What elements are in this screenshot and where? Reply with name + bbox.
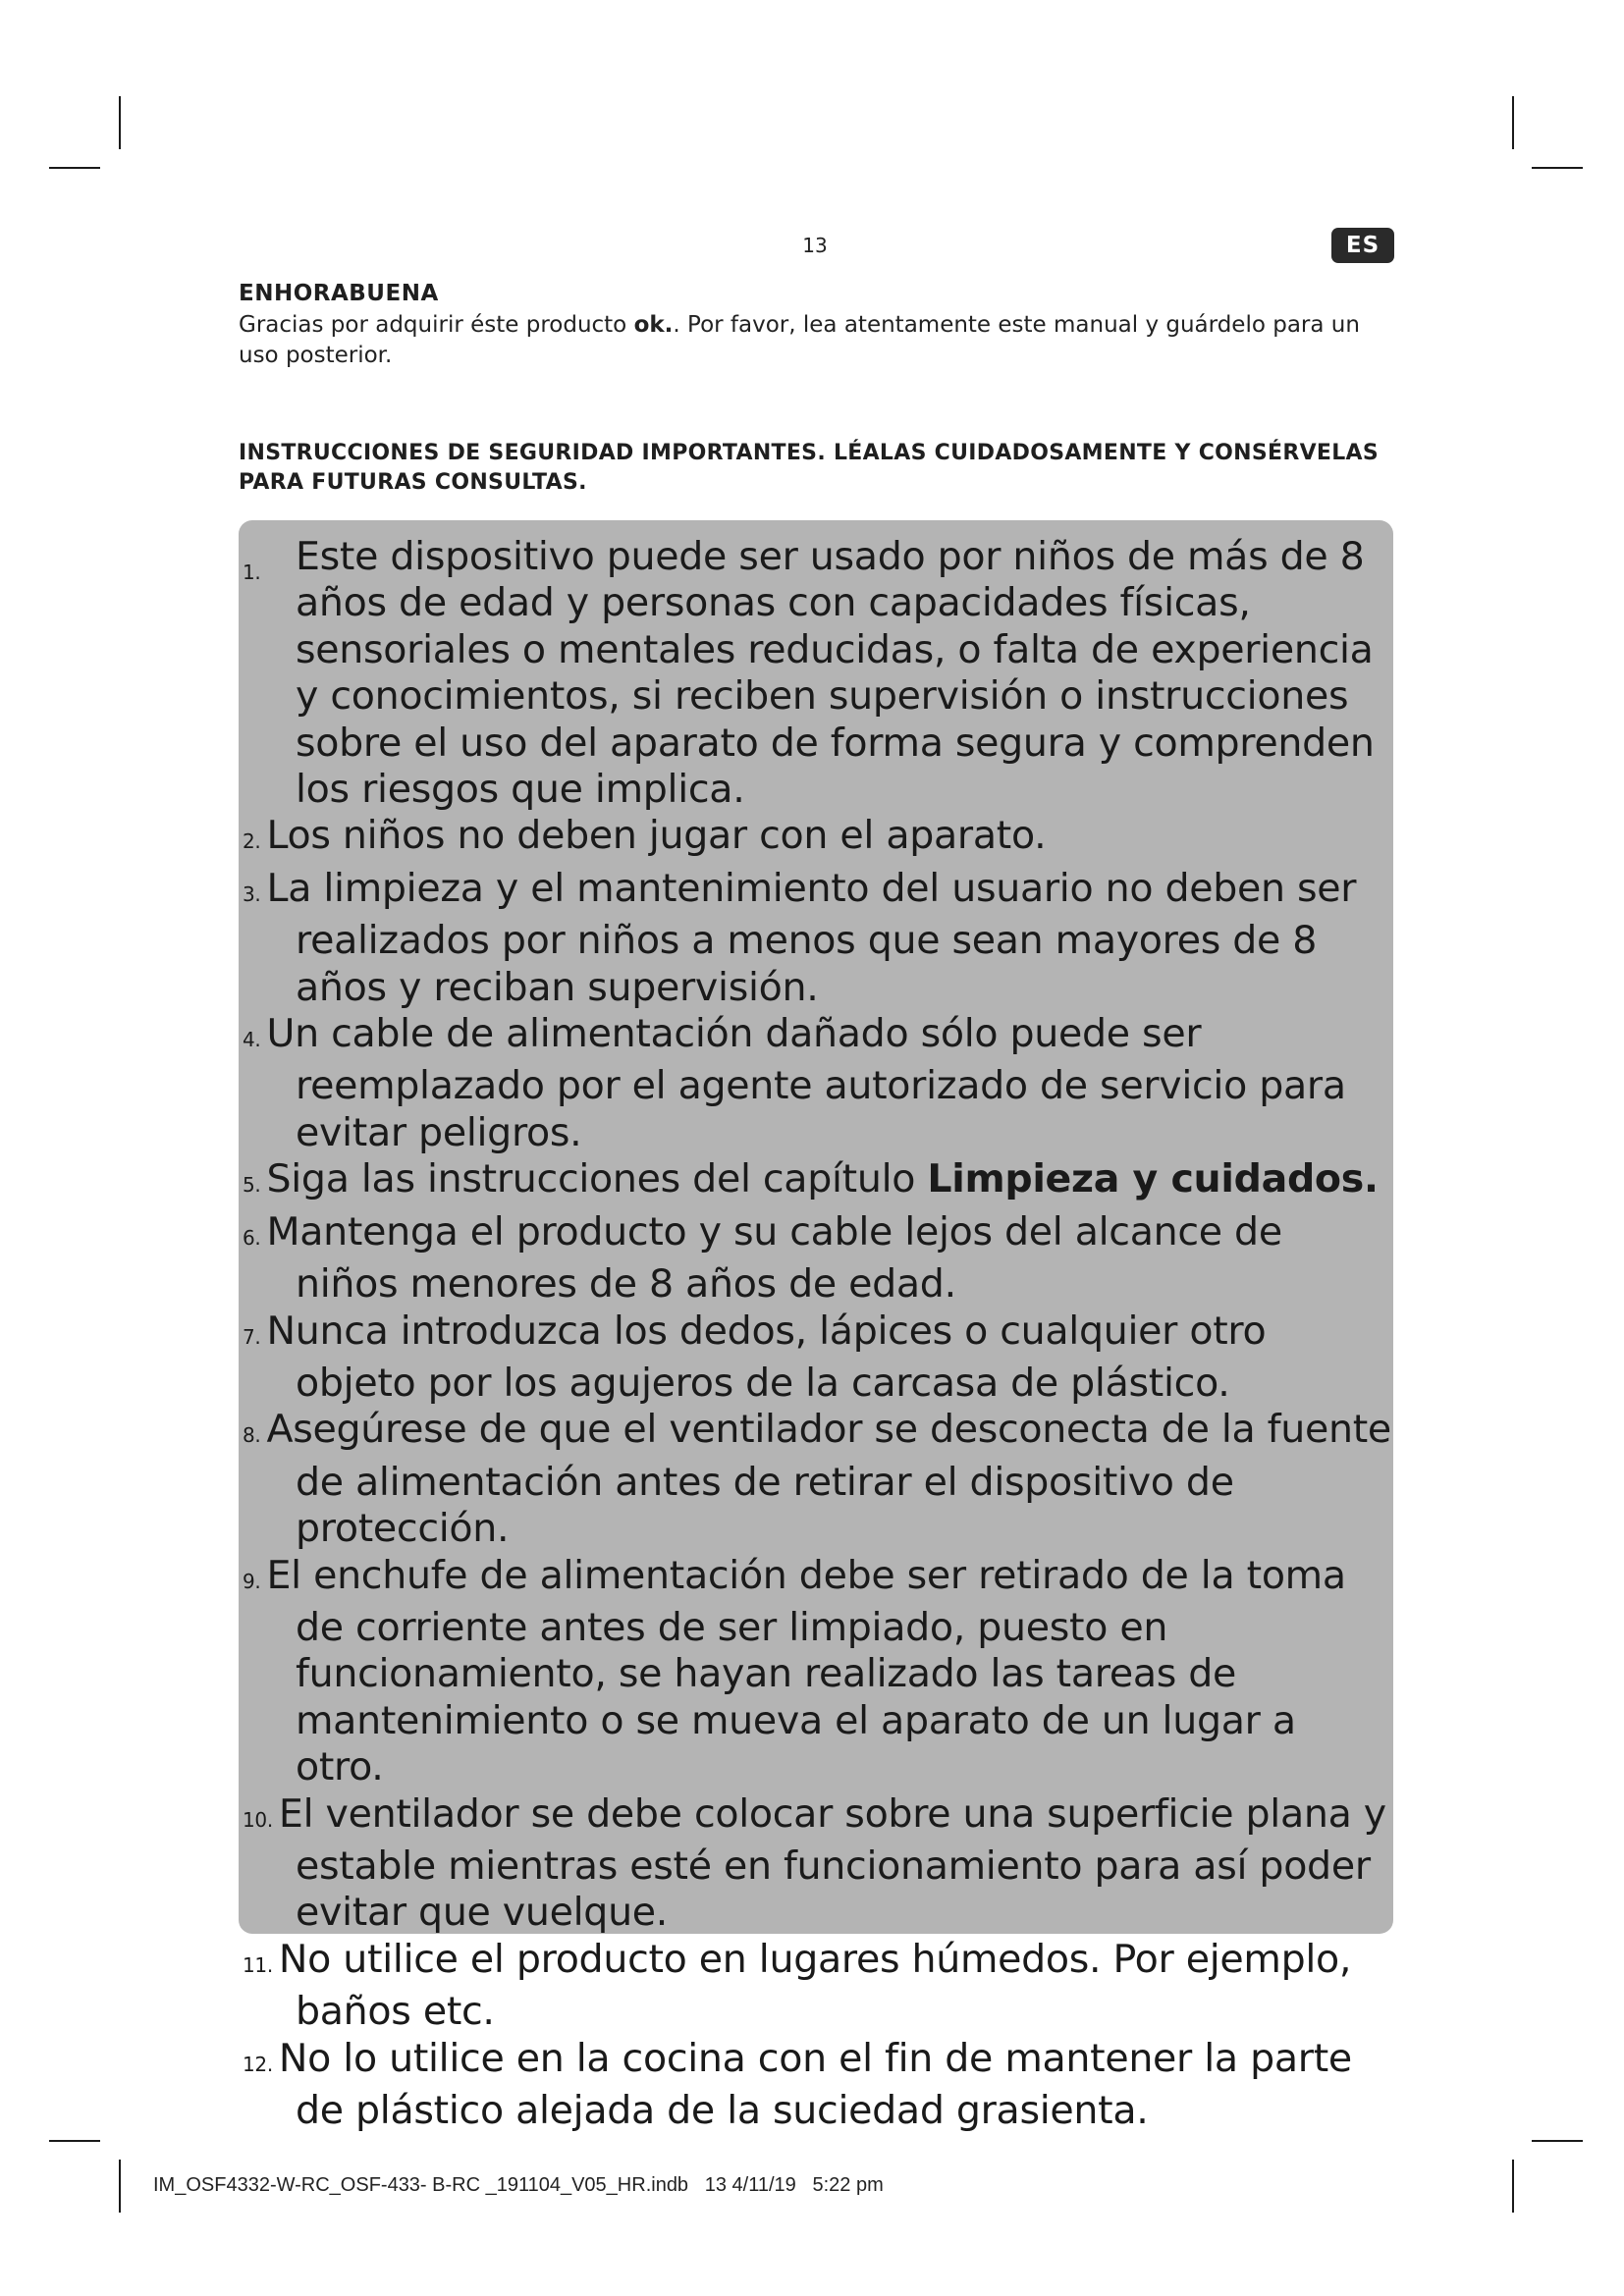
item-number: 2. [243, 829, 261, 854]
item-text: Siga las instrucciones del capítulo [266, 1156, 928, 1202]
intro-heading: ENHORABUENA [239, 281, 439, 306]
list-item [239, 1407, 1393, 1552]
intro-text-before: Gracias por adquirir éste producto [239, 312, 634, 338]
item-text: No lo utilice en la cocina con el fin de mantener la parte de plástico alejada de la suciedad grasienta. [278, 2035, 1352, 2133]
list-item [239, 1156, 1393, 1208]
item-number: 11. [243, 1952, 273, 1977]
crop-mark-top-left-horizontal [49, 167, 100, 169]
item-text: Este dispositivo puede ser usado por niños de más de 8 años de edad y personas con capacidades físicas, sensoriales o mentales reducidas, o falta de experiencia y conocimientos, si reciben supervisión o instrucciones sobre el uso del aparato de forma segura y comprenden los riesgos que implica. [296, 534, 1375, 813]
item-text: No utilice el producto en lugares húmedos. Por ejemplo, baños etc. [278, 1936, 1352, 2035]
list-item [239, 1937, 1393, 2036]
list-item [239, 534, 1393, 813]
crop-mark-top-right-vertical [1512, 96, 1514, 149]
crop-mark-bottom-right-horizontal [1532, 2140, 1583, 2142]
item-text: Asegúrese de que el ventilador se desconecta de la fuente de alimentación antes de retirar el dispositivo de protección. [266, 1407, 1391, 1552]
list-item [239, 1011, 1393, 1156]
item-text: La limpieza y el mantenimiento del usuario no deben ser realizados por niños a menos que sean mayores de 8 años y reciban supervisión. [266, 865, 1357, 1010]
item-number: 4. [243, 1028, 261, 1052]
item-text: Un cable de alimentación dañado sólo puede ser reemplazado por el agente autorizado de servicio para evitar peligros. [266, 1011, 1346, 1155]
print-slug-date: 4/11/19 5:22 pm [731, 2174, 884, 2196]
item-text: Nunca introduzca los dedos, lápices o cualquier otro objeto por los agujeros de la carcasa de plástico. [266, 1308, 1267, 1406]
item-text-bold: Limpieza y cuidados. [927, 1156, 1379, 1202]
language-badge: ES [1331, 228, 1394, 263]
intro-text [239, 310, 1397, 371]
page-number: 13 [802, 234, 828, 257]
print-slug [153, 2174, 884, 2197]
item-number: 5. [243, 1173, 261, 1198]
crop-mark-bottom-left-vertical [119, 2160, 121, 2213]
item-text: Los niños no deben jugar con el aparato. [266, 813, 1047, 859]
safety-heading: INSTRUCCIONES DE SEGURIDAD IMPORTANTES. LÉALAS CUIDADOSAMENTE Y CONSÉRVELAS PARA FUTURAS CONSULTAS. [239, 441, 1380, 495]
intro-text-after: . Por favor, lea atentamente este manual y guárdelo para un uso posterior. [239, 312, 1360, 368]
list-item [239, 1308, 1393, 1408]
list-item [239, 1209, 1393, 1308]
crop-mark-top-right-horizontal [1532, 167, 1583, 169]
list-item [239, 2036, 1393, 2135]
item-number: 6. [243, 1225, 261, 1250]
list-item [239, 1791, 1393, 1937]
list-item [239, 813, 1393, 865]
crop-mark-bottom-left-horizontal [49, 2140, 100, 2142]
crop-mark-bottom-right-vertical [1512, 2160, 1514, 2213]
item-number: 10. [243, 1807, 273, 1832]
item-text: El enchufe de alimentación debe ser retirado de la toma de corriente antes de ser limpiado, puesto en funcionamiento, se hayan realizado las tareas de mantenimiento o se mueva el aparato de un lugar a otro. [266, 1552, 1346, 1790]
list-item [239, 1553, 1393, 1791]
list-item [239, 866, 1393, 1011]
brand-name: ok. [633, 312, 674, 338]
print-slug-filename: IM_OSF4332-W-RC_OSF-433- B-RC _191104_V05_HR.indb 13 [153, 2174, 727, 2196]
item-number: 8. [243, 1423, 261, 1448]
crop-mark-top-left-vertical [119, 96, 121, 149]
item-number: 1. [243, 561, 261, 584]
item-number: 7. [243, 1324, 261, 1349]
item-text: El ventilador se debe colocar sobre una superficie plana y estable mientras esté en funcionamiento para así poder evitar que vuelque. [278, 1790, 1386, 1936]
item-number: 9. [243, 1569, 261, 1593]
safety-instructions-list [239, 534, 1393, 2134]
item-number: 12. [243, 2052, 273, 2076]
item-number: 3. [243, 881, 261, 906]
safety-instructions-box [239, 520, 1393, 2133]
item-text: Mantenga el producto y su cable lejos del alcance de niños menores de 8 años de edad. [266, 1208, 1282, 1308]
